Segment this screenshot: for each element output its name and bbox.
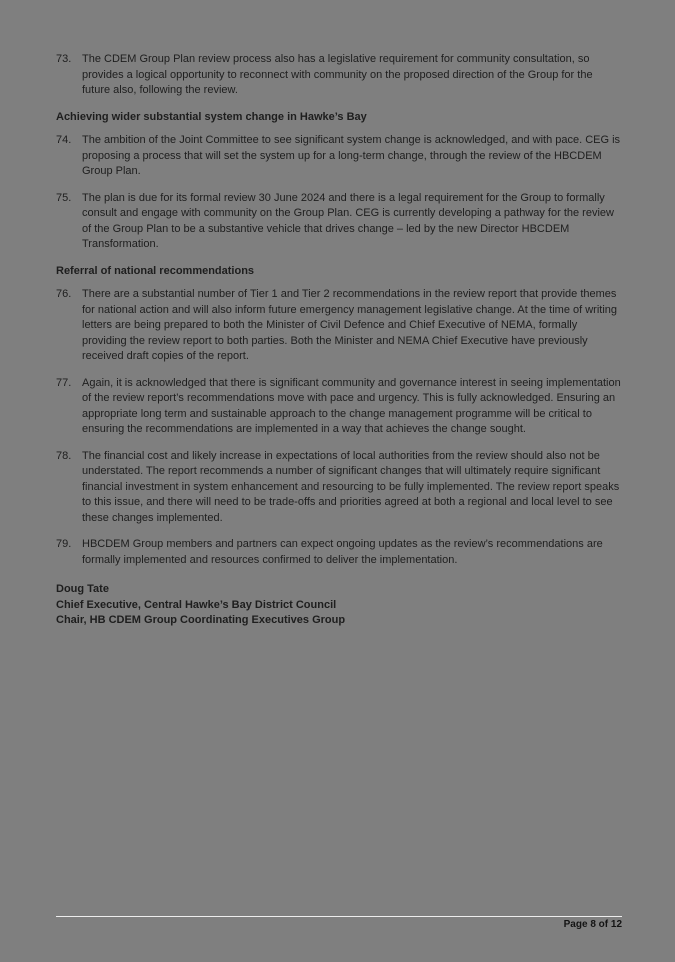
paragraph-text: The ambition of the Joint Committee to see significant system change is acknowledged, and with pace. CEG is proposing a process that will set the system up for a long-term change, through the review of the HBCDEM Group Plan. bbox=[82, 134, 621, 177]
paragraph-number: 73. bbox=[56, 53, 72, 65]
paragraph-78 bbox=[56, 449, 622, 527]
paragraph-text: The financial cost and likely increase in expectations of local authorities from the review should also not be understated. The report recommends a number of significant changes that will ultimately require significant financial investment in system enhancement and resourcing to be fully implemented. The review report speaks to this issue, and there will need to be trade-offs and priorities agreed at both a regional and local level to see these changes implemented. bbox=[82, 449, 620, 524]
paragraph-73 bbox=[56, 52, 622, 99]
paragraph-number: 74. bbox=[56, 134, 72, 146]
signature-block bbox=[56, 582, 622, 629]
page-number-label: Page 8 of 12 bbox=[563, 919, 622, 930]
signature-name: Doug Tate bbox=[56, 583, 109, 595]
paragraph-number: 79. bbox=[56, 538, 72, 550]
paragraph-text: There are a substantial number of Tier 1 and Tier 2 recommendations in the review report that provide themes for national action and will also inform future emergency management legislative change. At the time of writing letters are being prepared to both the Minister of Civil Defence and Chief Executive of NEMA, formally providing the review report to both parties. Both the Minister and NEMA Chief Executive have previously received draft copies of the report. bbox=[82, 288, 618, 362]
paragraph-75 bbox=[56, 191, 622, 253]
footer-divider bbox=[56, 916, 622, 917]
paragraph-77 bbox=[56, 376, 622, 438]
paragraph-79 bbox=[56, 537, 622, 568]
paragraph-number: 75. bbox=[56, 191, 72, 204]
section-heading-system-change: Achieving wider substantial system change in Hawke’s Bay bbox=[56, 110, 367, 123]
paragraph-76 bbox=[56, 287, 622, 365]
section-heading-national-recommendations: Referral of national recommendations bbox=[56, 264, 255, 277]
paragraph-74 bbox=[56, 133, 622, 180]
paragraph-text: The plan is due for its formal review 30 June 2024 and there is a legal requirement for the Group to formally consult and engage with community on the Group Plan. CEG is currently developing a pathway for the review of the Group Plan to be a substantive vehicle that drives change – led by the new Director HBCDEM Transformation. bbox=[82, 191, 614, 250]
page-footer bbox=[56, 916, 622, 930]
paragraph-number: 76. bbox=[56, 288, 72, 300]
paragraph-text: Again, it is acknowledged that there is significant community and governance interest in seeing implementation of the review report’s recommendations move with pace and urgency. This is fully acknowledged. Ensuring an appropriate long term and sustainable approach to the change management programme will be critical to ensuring the recommendations are implemented in a way that achieves the change sought. bbox=[82, 376, 621, 435]
paragraph-number: 78. bbox=[56, 449, 72, 462]
document-page-content bbox=[56, 52, 622, 629]
paragraph-text: HBCDEM Group members and partners can expect ongoing updates as the review’s recommendations are formally implemented and resources confirmed to deliver the implementation. bbox=[82, 538, 603, 566]
signature-role: Chair, HB CDEM Group Coordinating Executives Group bbox=[56, 614, 346, 626]
paragraph-text: The CDEM Group Plan review process also has a legislative requirement for community consultation, so provides a logical opportunity to reconnect with community on the proposed direction of the Group for the future also, following the review. bbox=[82, 53, 593, 96]
paragraph-number: 77. bbox=[56, 376, 72, 389]
signature-title: Chief Executive, Central Hawke’s Bay District Council bbox=[56, 598, 337, 611]
